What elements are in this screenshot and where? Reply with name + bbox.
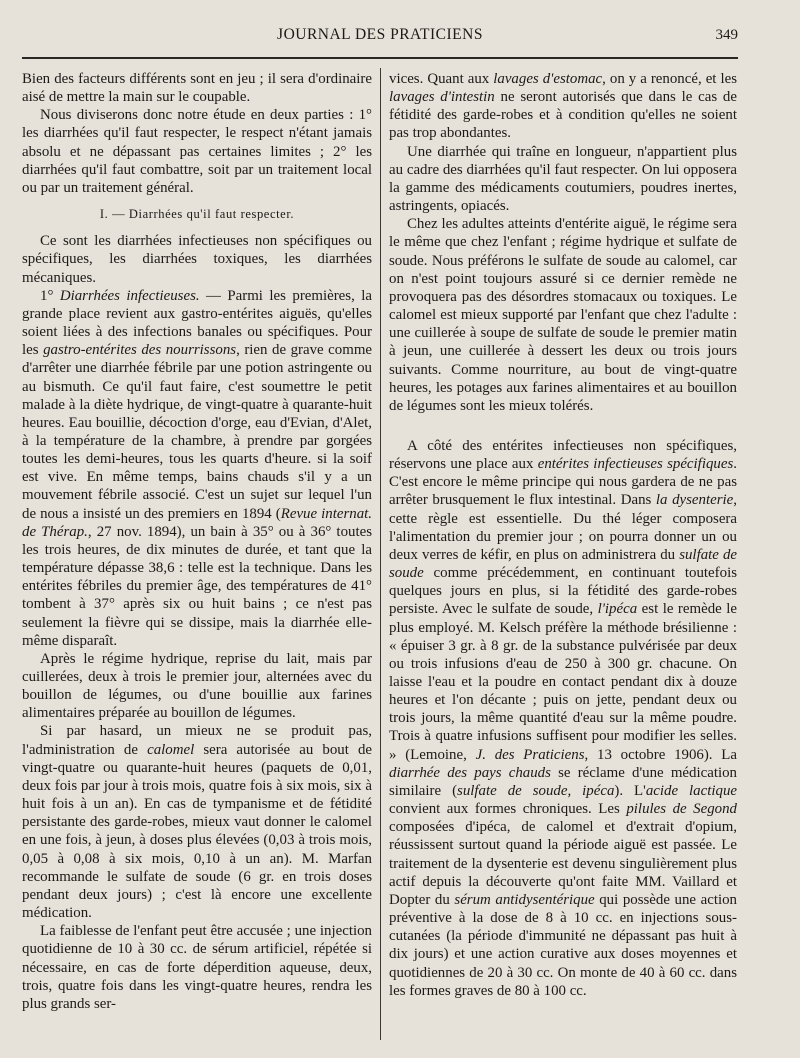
paragraph [389, 70, 737, 143]
italic-run: Diarrhées infectieuses. [59, 287, 200, 304]
paragraph-gap [389, 415, 737, 437]
text-run: sera autorisée au bout de vingt-quatre ou quarante-huit heures (paquets de 0,01, deux fois par jour à trois mois, quatre fois à six mois, six à huit fois à un an). En cas de tympanisme et de fétidité persistante des garde-robes, mieux vaut donner le calomel en une fois, à jeun, à doses plus élevées (0,03 à trois mois, 0,05 à 0,08 à six mois, 0,10 à un an). M. Marfan recommande le sulfate de soude (6 gr. en trois doses pendant deux jours) ; c'est là encore une excellente médication. [22, 741, 372, 922]
column-divider [380, 68, 381, 1040]
text-run: composées d'ipéca, de calomel et d'extrait d'opium, réussissent surtout quand la période aiguë est passée. Le traitement de la dysenterie est devenu singulièrement plus actif depuis la découverte qu'ont faite MM. Vaillard et Dopter du [389, 819, 737, 908]
italic-run: Revue internat. de Thérap. [22, 505, 372, 540]
italic-run: sulfate de soude [389, 546, 737, 582]
header-rule [22, 57, 738, 59]
page-header [22, 22, 738, 52]
right-column [389, 70, 737, 1040]
italic-run: sérum antidysentérique [454, 891, 595, 908]
text-run: , on y a renoncé, et les [602, 71, 737, 87]
italic-run: pilules de Segond [626, 801, 737, 818]
italic-run: calomel [147, 741, 195, 758]
italic-run: lavages d'intestin [389, 89, 495, 106]
italic-run: sulfate de soude, ipéca [457, 782, 615, 799]
text-run: qui possède une action préventive à la dose de 8 à 10 cc. en injections sous-cutanées (la période d'immunité ne dépassant pas huit à dix jours) et une action curative aux doses moyennes et quotidiennes de 20 à 30 cc. On monte de 40 à 60 cc. dans les formes graves de 80 à 100 cc. [389, 891, 737, 999]
italic-run: l'ipéca [597, 601, 638, 618]
paragraph: Bien des facteurs différents sont en jeu ; il sera d'ordinaire aisé de mettre la main sur le coupable. [22, 71, 372, 106]
italic-run: lavages d'estomac [493, 71, 603, 87]
text-run: ne seront autorisés que dans le cas de fétidité des garde-robes et à condition qu'elles ne soient pas trop abondantes. [389, 89, 737, 142]
text-run: comme précédemment, en continuant toutefois quelques jours en plus, si la fétidité des garde-robes persiste. Avec le sulfate de soude, [389, 565, 737, 618]
text-run: ). L' [614, 782, 646, 799]
paragraph: Une diarrhée qui traîne en longueur, n'appartient plus au cadre des diarrhées qu'il faut respecter. On lui opposera la gamme des médicaments coutumiers, poudres inertes, astringents, opiacés. [389, 143, 737, 215]
text-run: est le remède le plus employé. M. Kelsch préfère la méthode brésilienne : « épuiser 3 gr. à 8 gr. de la substance pulvérisée par deux ou trois infusions d'eau de 250 à 300 gr. chacune. On laisse l'eau et la poudre en contact pendant dix à douze heures et l'on décante ; puis on jette, pendant deux ou trois jours, la même quantité d'eau sur la même poudre. Trois à quatre infusions suffisent pour modifier les selles. » (Lemoine, [389, 601, 737, 763]
text-run: , 27 nov. 1894), un bain à 35° ou à 36° toutes les trois heures, de dix minutes de durée, et tant que la température dépasse 38,6 : telle est la technique. Dans les entérites fébriles du premier âge, des températures de 41° tombent à 37° après six ou huit bains ; ce n'est pas seulement la fièvre qui se dissipe, mais la diarrhée elle-même disparaît. [22, 523, 372, 649]
paragraph: Ce sont les diarrhées infectieuses non spécifiques ou spécifiques, les diarrhées toxiques, les diarrhées mécaniques. [22, 233, 372, 286]
text-run: , rien de grave comme d'arrêter une diarrhée fébrile par une potion astringente ou au bismuth. Ce qu'il faut faire, c'est soumettre le petit malade à la diète hydrique, de vingt-quatre à quarante-huit heures. Eau bouillie, décoction d'orge, eau d'Evian, d'Alet, à la température de la chambre, à prendre par gorgées toutes les demi-heures, tous les quarts d'heure. si la soif est vive. En même temps, bains chauds s'il y a un mouvement fébrile associé. C'est un sujet sur lequel l'un de nous a insisté un des premiers en 1894 ( [22, 342, 372, 522]
left-column [22, 70, 372, 1040]
text-run: convient aux formes chroniques. Les [389, 801, 627, 818]
italic-run: acide lactique [645, 782, 737, 799]
text-run: vices. Quant aux [389, 71, 494, 87]
paragraph: Après le régime hydrique, reprise du lait, mais par cuillerées, deux à trois le premier jour, alternées avec du bouillon de légumes, ou d'une bouillie aux farines alimentaires préparée au bouillon de légumes. [22, 650, 372, 722]
text-run: , cette règle est essentielle. Du thé léger composera l'alimentation du premier jour ; on pourra donner un ou deux verres de kéfir, en plus on administrera du [389, 492, 737, 563]
text-run: A côté des entérites infectieuses non spécifiques, réservons une place aux [389, 437, 737, 473]
italic-run: diarrhée des pays chauds [389, 764, 551, 781]
italic-run: J. des Praticiens [475, 746, 585, 763]
paragraph [22, 722, 372, 922]
text-run: . C'est encore le même principe qui nous gardera de ne pas arrêter brusquement le flux intestinal. Dans [389, 456, 737, 509]
text-run: , 13 octobre 1906). La [584, 746, 737, 763]
paragraph: Nous diviserons donc notre étude en deux parties : 1° les diarrhées qu'il faut respecter, le respect n'étant jamais absolu et ne dépassant pas certaines limites ; 2° les diarrhées qu'il faut combattre, soit par un traitement local ou par un traitement général. [22, 107, 372, 196]
italic-run: entérites infectieuses spécifiques [537, 456, 734, 473]
paragraph: Chez les adultes atteints d'entérite aiguë, le régime sera le même que chez l'enfant ; régime hydrique et sulfate de soude. Nous préférons le sulfate de soude au calomel, car on n'est point toujours assuré si ce dernier remède ne provoquera pas des désordres stomacaux ou toxiques. Le calomel est mieux supporté par l'enfant que chez l'adulte : une cuillerée à soupe de sulfate de soude le premier matin à jeun, une cuillerée à dessert les deux ou trois jours suivants. Comme nourriture, au bout de vingt-quatre heures, les potages aux farines alimentaires et au bouillon de légumes sont les mieux tolérés. [389, 216, 737, 414]
text-run: 1° [40, 287, 60, 304]
text-run: — Parmi les premières, la grande place revient aux gastro-entérites aiguës, qu'elles soient liées à des infections banales ou spécifiques. Pour les [22, 287, 372, 359]
paragraph [389, 437, 737, 1000]
paragraph: La faiblesse de l'enfant peut être accusée ; une injection quotidienne de 10 à 30 cc. de sérum artificiel, répétée si nécessaire, en cas de forte déperdition aqueuse, deux, trois, quatre fois dans les vingt-quatre heures, rendra les plus grands ser- [22, 923, 372, 1012]
paragraph [22, 287, 372, 650]
text-run: se réclame d'une médication similaire ( [389, 764, 737, 799]
page-number: 349 [715, 27, 738, 43]
section-heading: I. — Diarrhées qu'il faut respecter. [99, 207, 295, 222]
italic-run: gastro-entérites des nourrissons [43, 342, 237, 359]
italic-run: la dysenterie [655, 492, 734, 509]
running-title: JOURNAL DES PRATICIENS [277, 26, 483, 43]
text-run: Si par hasard, un mieux ne se produit pas, l'administration de [22, 723, 372, 758]
